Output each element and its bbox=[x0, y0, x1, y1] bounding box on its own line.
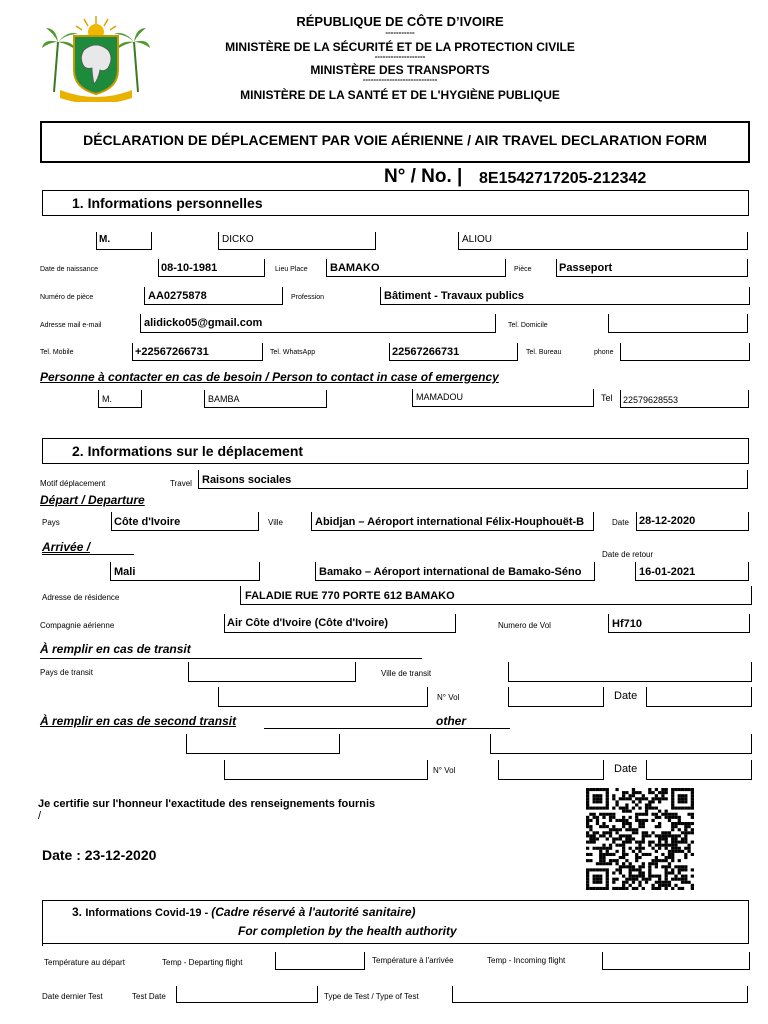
form-number: 8E1542717205-212342 bbox=[479, 170, 647, 187]
second-transit-flight-field[interactable] bbox=[498, 760, 604, 780]
other-label: other bbox=[436, 714, 466, 728]
dep-country-label: Pays bbox=[42, 518, 60, 527]
emergency-tel-field[interactable]: 22579628553 bbox=[623, 395, 679, 405]
transit-city-label: Ville de transit bbox=[381, 669, 432, 678]
arrival-title: Arrivée / bbox=[42, 540, 91, 554]
email-field[interactable]: alidicko05@gmail.com bbox=[144, 317, 263, 329]
number-label: N° / No. | bbox=[384, 166, 463, 187]
separator: ----------- bbox=[385, 28, 415, 37]
transit-city-field[interactable] bbox=[508, 662, 752, 682]
dob-field[interactable]: 08-10-1981 bbox=[161, 262, 218, 274]
profession-label: Profession bbox=[291, 294, 325, 301]
return-label: Date de retour bbox=[602, 550, 654, 559]
second-transit-title: À remplir en cas de second transit bbox=[40, 714, 237, 728]
flight-label: Numero de Vol bbox=[498, 621, 551, 630]
emergency-last-name[interactable]: BAMBA bbox=[208, 394, 240, 404]
profession-field[interactable]: Bâtiment - Travaux publics bbox=[384, 290, 524, 302]
dep-country-field[interactable]: Côte d'Ivoire bbox=[114, 516, 181, 528]
return-date-field[interactable]: 16-01-2021 bbox=[639, 566, 696, 578]
transit-date-field[interactable] bbox=[646, 687, 752, 707]
arr-country-field[interactable]: Mali bbox=[114, 566, 136, 578]
ministry-transport: MINISTÈRE DES TRANSPORTS bbox=[310, 63, 490, 77]
section-3-title: Informations Covid-19 - bbox=[85, 907, 212, 919]
second-transit-extra-field[interactable] bbox=[224, 760, 428, 780]
emergency-civility[interactable]: M. bbox=[102, 394, 112, 404]
pob-label: Lieu Place bbox=[275, 266, 308, 273]
second-transit-city-field[interactable] bbox=[490, 734, 752, 754]
certify-slash: / bbox=[38, 810, 42, 822]
section-2-title: 2. Informations sur le déplacement bbox=[72, 443, 304, 459]
transit-flight-field[interactable] bbox=[508, 687, 604, 707]
test-date-field[interactable] bbox=[176, 986, 318, 1003]
dep-date-field[interactable]: 28-12-2020 bbox=[639, 515, 696, 527]
temp-dep-field[interactable] bbox=[275, 952, 365, 970]
civility-field[interactable]: M. bbox=[99, 234, 111, 245]
airline-field[interactable]: Air Côte d'Ivoire (Côte d'Ivoire) bbox=[227, 617, 389, 629]
section-3-subtitle-en: For completion by the health authority bbox=[238, 924, 457, 938]
form-title: DÉCLARATION DE DÉPLACEMENT PAR VOIE AÉRIENNE / AIR TRAVEL DECLARATION FORM bbox=[83, 132, 707, 148]
temp-arr-label: Température à l'arrivée bbox=[372, 956, 454, 965]
office-label: Tel. Bureau bbox=[526, 349, 562, 356]
certify-text: Je certifie sur l'honneur l'exactitude des renseignements fournis bbox=[38, 798, 376, 810]
arr-city-field[interactable]: Bamako – Aéroport international de Bamako-Séno bbox=[319, 566, 582, 578]
whatsapp-label: Tel. WhatsApp bbox=[270, 349, 316, 356]
transit-title: À remplir en cas de transit bbox=[40, 642, 191, 656]
transit-flight-label: N° Vol bbox=[437, 693, 460, 702]
ministry-health: MINISTÈRE DE LA SANTÉ ET DE L'HYGIÈNE PUBLIQUE bbox=[240, 88, 560, 102]
tel-home-label: Tel. Domicile bbox=[508, 322, 548, 329]
test-type-field[interactable] bbox=[452, 986, 748, 1003]
id-number-label: Numéro de pièce bbox=[40, 294, 94, 301]
emergency-tel-label: Tel bbox=[601, 393, 613, 403]
last-test-label: Date dernier Test bbox=[42, 992, 103, 1001]
id-number-field[interactable]: AA0275878 bbox=[148, 290, 207, 302]
emergency-first-name[interactable]: MAMADOU bbox=[416, 392, 463, 402]
dep-city-field[interactable]: Abidjan – Aéroport international Félix-Houphouët-B bbox=[315, 516, 585, 528]
flight-field[interactable]: Hf710 bbox=[612, 618, 642, 630]
qr-code bbox=[586, 788, 694, 890]
second-transit-date-label: Date bbox=[614, 763, 638, 775]
temp-dep-label: Température au départ bbox=[44, 958, 125, 967]
mobile-field[interactable]: +22567266731 bbox=[135, 346, 209, 358]
email-label: Adresse mail e-mail bbox=[40, 322, 102, 329]
transit-country-field[interactable] bbox=[188, 662, 356, 682]
id-type-label: Pièce bbox=[514, 266, 532, 273]
emergency-title: Personne à contacter en cas de besoin / Person to contact in case of emergency bbox=[40, 370, 499, 384]
temp-dep-en-label: Temp - Departing flight bbox=[162, 958, 243, 967]
temp-arr-en-label: Temp - Incoming flight bbox=[487, 956, 566, 965]
mobile-label: Tel. Mobile bbox=[40, 349, 74, 356]
dep-city-label: Ville bbox=[268, 518, 283, 527]
separator: ------------------- bbox=[374, 52, 426, 61]
last-name-field[interactable]: DICKO bbox=[222, 234, 254, 245]
section-3-number: 3. bbox=[72, 905, 83, 919]
republic-title: RÉPUBLIQUE DE CÔTE D’IVOIRE bbox=[296, 14, 504, 29]
section-1-title: 1. Informations personnelles bbox=[72, 195, 263, 211]
second-transit-flight-label: N° Vol bbox=[433, 766, 456, 775]
phone-label: phone bbox=[594, 349, 614, 356]
transit-extra-field[interactable] bbox=[218, 687, 428, 707]
dob-label: Date de naissance bbox=[40, 266, 98, 273]
transit-date-label: Date bbox=[614, 690, 638, 702]
second-transit-date-field[interactable] bbox=[646, 760, 752, 780]
test-date-label: Test Date bbox=[132, 992, 166, 1001]
temp-arr-field[interactable] bbox=[602, 952, 750, 970]
pob-field[interactable]: BAMAKO bbox=[330, 262, 380, 274]
residence-field[interactable]: FALADIE RUE 770 PORTE 612 BAMAKO bbox=[245, 590, 455, 602]
motive-field[interactable]: Raisons sociales bbox=[202, 474, 292, 486]
coat-of-arms bbox=[40, 12, 152, 102]
test-type-label: Type de Test / Type of Test bbox=[324, 992, 419, 1001]
certify-date: Date : 23-12-2020 bbox=[42, 847, 157, 863]
travel-label: Travel bbox=[170, 479, 192, 488]
whatsapp-field[interactable]: 22567266731 bbox=[392, 346, 460, 358]
dep-date-label: Date bbox=[612, 518, 629, 527]
departure-title: Départ / Departure bbox=[40, 493, 145, 507]
ministry-security: MINISTÈRE DE LA SÉCURITÉ ET DE LA PROTECTION CIVILE bbox=[225, 40, 575, 54]
first-name-field[interactable]: ALIOU bbox=[462, 234, 493, 245]
transit-country-label: Pays de transit bbox=[40, 668, 93, 677]
motive-label: Motif déplacement bbox=[40, 479, 106, 488]
section-3-subtitle: (Cadre réservé à l'autorité sanitaire) bbox=[211, 905, 416, 919]
second-transit-country-field[interactable] bbox=[186, 734, 340, 754]
separator: ---------------------------- bbox=[362, 75, 438, 84]
id-type-field[interactable]: Passeport bbox=[559, 262, 613, 274]
airline-label: Compagnie aérienne bbox=[40, 621, 115, 630]
residence-label: Adresse de résidence bbox=[42, 593, 120, 602]
